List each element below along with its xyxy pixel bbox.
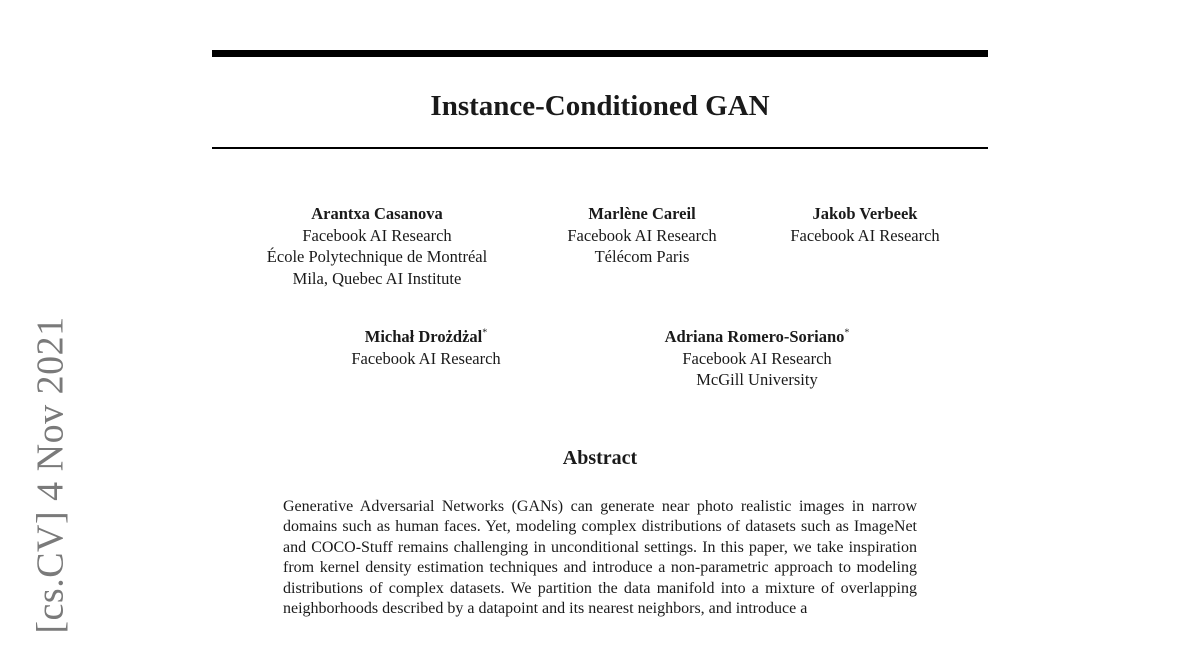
author-affiliation: Facebook AI Research [682, 348, 832, 368]
arxiv-stamp-text: [cs.CV] 4 Nov 2021 [30, 316, 73, 634]
author-name: Michał Drożdżal* [364, 327, 488, 346]
author-block [320, 326, 532, 369]
author-affiliation: Facebook AI Research [302, 225, 452, 245]
author-block [536, 203, 748, 268]
author-name: Jakob Verbeek [812, 204, 918, 223]
author-affiliation: Facebook AI Research [567, 225, 717, 245]
author-affiliation: Facebook AI Research [351, 348, 501, 368]
author-affiliation: École Polytechnique de Montréal [266, 247, 488, 266]
paper-title: Instance-Conditioned GAN [430, 90, 770, 122]
title-rule-top [212, 50, 988, 57]
author-affiliation: Facebook AI Research [790, 225, 940, 245]
author-block [622, 326, 892, 391]
author-affiliation: McGill University [696, 370, 818, 389]
author-block [236, 203, 518, 289]
author-name: Arantxa Casanova [311, 204, 443, 223]
abstract-heading: Abstract [562, 447, 638, 469]
abstract-text: Generative Adversarial Networks (GANs) can generate near photo realistic images in narrow domains such as human faces. Yet, modeling complex distributions of datasets such as ImageNet and COCO-Stuff remains challenging in unconditional settings. In this paper, we take inspiration from kernel density estimation techniques and introduce a non-parametric approach to modeling distributions of complex datasets. We partition the data manifold into a mixture of overlapping neighborhoods described by a datapoint and its nearest neighbors, and introduce a [283, 498, 917, 618]
author-block [760, 203, 970, 246]
author-affiliation: Mila, Quebec AI Institute [292, 268, 462, 288]
author-affiliation: Télécom Paris [594, 247, 690, 266]
arxiv-stamp [26, 310, 76, 640]
author-name: Adriana Romero-Soriano* [664, 327, 850, 346]
title-rule-bottom [212, 147, 988, 149]
author-name: Marlène Careil [588, 204, 696, 223]
